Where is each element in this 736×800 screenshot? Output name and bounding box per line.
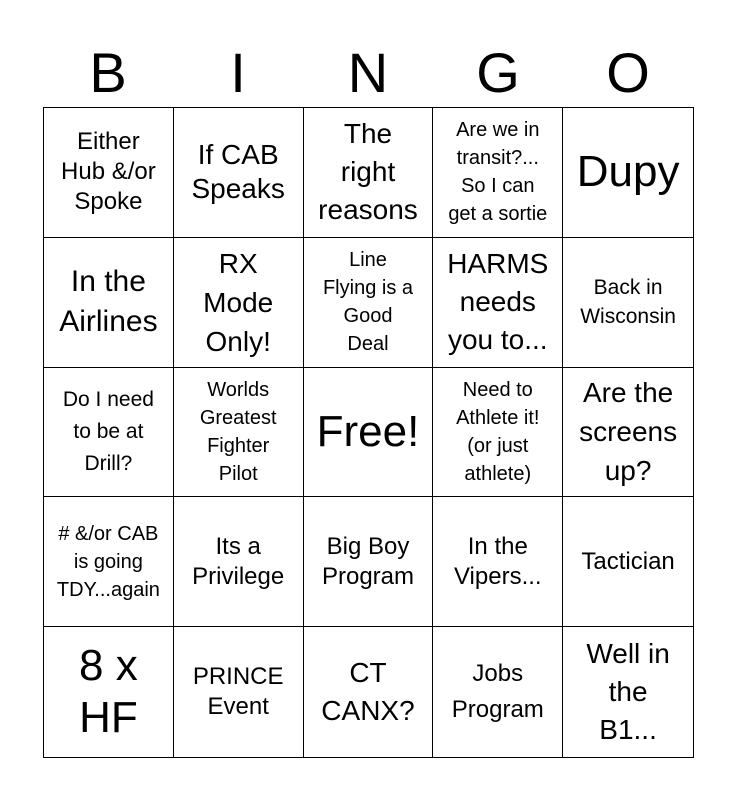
cell-text: Line Flying is a Good Deal [322,249,413,356]
bingo-cell[interactable] [563,368,693,498]
cell-text: Well in the B1... [586,638,670,746]
cell-text: Its a Privilege [192,532,285,590]
free-space-text: Free! [316,406,420,456]
bingo-cell[interactable] [174,238,304,368]
free-space[interactable] [304,368,434,498]
bingo-header [43,40,693,106]
cell-text: Worlds Greatest Fighter Pilot [199,378,277,485]
cell-text: Jobs Program [451,660,544,724]
cell-text: Are we in transit?... So I can get a sortie [448,119,548,226]
bingo-cell[interactable] [174,627,304,757]
cell-text: Big Boy Program [321,532,414,590]
header-letter-i: I [230,41,246,104]
cell-text: # &/or CAB is going TDY...again [56,522,160,601]
bingo-cell[interactable] [44,238,174,368]
cell-text: Back in Wisconsin [580,276,676,329]
cell-text: In the Vipers... [453,532,542,590]
bingo-cell[interactable] [174,497,304,627]
bingo-cell[interactable] [563,108,693,238]
bingo-cell[interactable] [433,368,563,498]
bingo-cell[interactable] [174,368,304,498]
header-letter-b: B [89,41,127,104]
bingo-cell[interactable] [44,497,174,627]
bingo-cell[interactable] [563,627,693,757]
cell-text: Are the screens up? [579,377,678,487]
bingo-cell[interactable] [433,238,563,368]
bingo-board [43,107,694,758]
cell-text: Need to Athlete it! (or just athlete) [456,378,540,485]
bingo-cell[interactable] [44,108,174,238]
cell-text: PRINCE Event [192,663,284,721]
cell-text: RX Mode Only! [203,247,274,357]
bingo-cell[interactable] [563,497,693,627]
cell-text: 8 x HF [79,641,138,743]
header-letter-g: G [476,41,520,104]
cell-text: CT CANX? [321,657,415,727]
cell-text: Either Hub &/or Spoke [61,128,156,216]
bingo-cell[interactable] [304,108,434,238]
bingo-cell[interactable] [304,497,434,627]
cell-text: Do I need to be at Drill? [62,387,154,475]
bingo-cell[interactable] [44,368,174,498]
header-letter-o: O [606,41,650,104]
cell-text: Dupy [576,147,680,197]
cell-text: In the Airlines [59,265,158,339]
bingo-cell[interactable] [563,238,693,368]
bingo-cell[interactable] [44,627,174,757]
bingo-cell[interactable] [433,497,563,627]
bingo-cell[interactable] [433,108,563,238]
bingo-cell[interactable] [174,108,304,238]
bingo-cell[interactable] [304,627,434,757]
header-letter-n: N [347,41,389,104]
bingo-cell[interactable] [433,627,563,757]
cell-text: The right reasons [318,118,418,226]
cell-text: Tactician [581,547,675,575]
cell-text: HARMS needs you to... [447,248,549,356]
cell-text: If CAB Speaks [191,139,285,205]
bingo-cell[interactable] [304,238,434,368]
